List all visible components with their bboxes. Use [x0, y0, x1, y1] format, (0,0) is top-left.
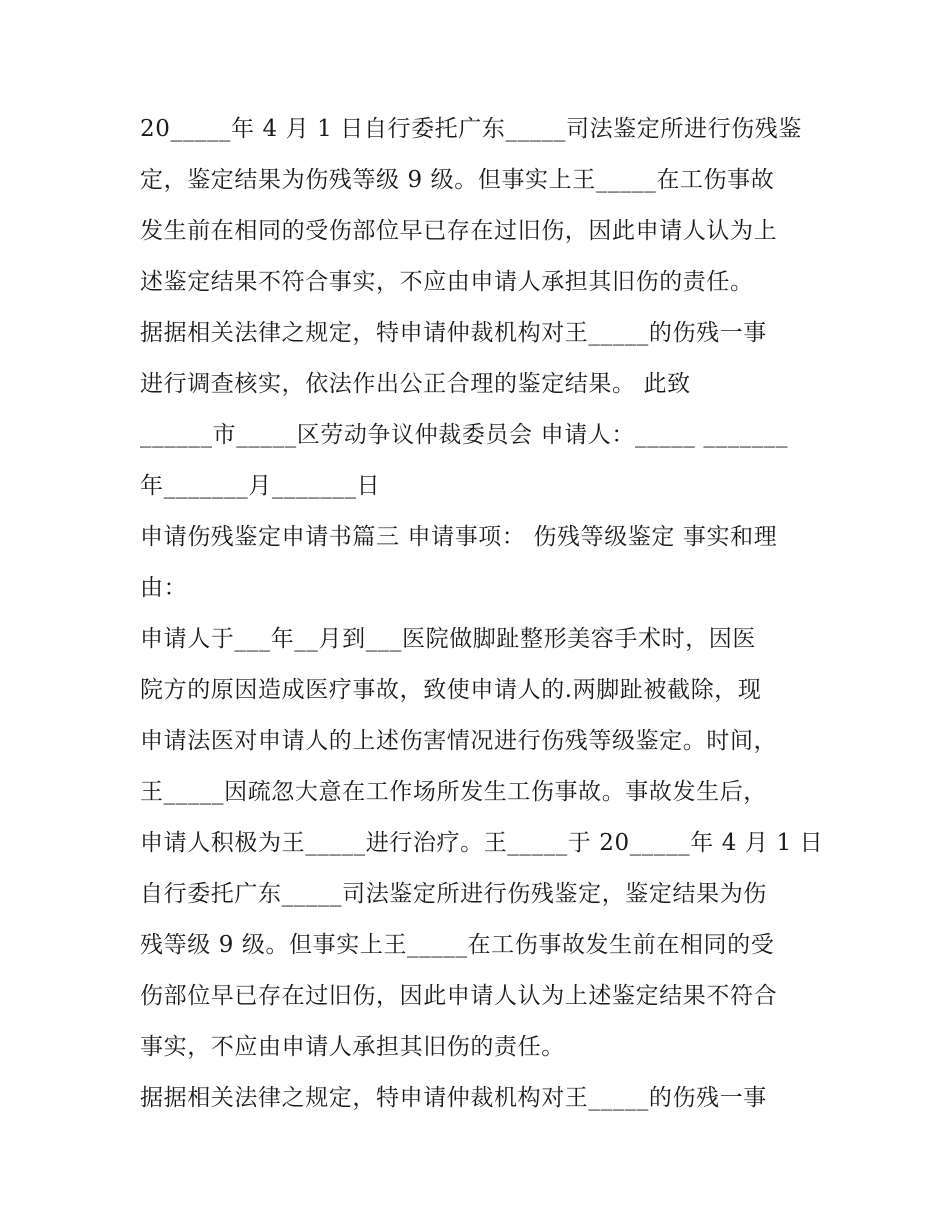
text-line-7: ______市_____区劳动争议仲裁委员会 申请人：_____ _______ [140, 422, 789, 448]
text-line-9: 申请伤残鉴定申请书篇三 申请事项： 伤残等级鉴定 事实和理 [140, 524, 778, 550]
text-line-6: 进行调查核实，依法作出公正合理的鉴定结果。 此致 [140, 371, 691, 397]
text-line-3: 发生前在相同的受伤部位早已存在过旧伤，因此申请人认为上 [140, 218, 778, 244]
text-line-10: 由： [140, 575, 188, 601]
text-line-16: 自行委托广东_____司法鉴定所进行伤残鉴定，鉴定结果为伤 [140, 881, 767, 907]
text-line-14: 王_____因疏忽大意在工作场所发生工伤事故。事故发生后， [140, 779, 767, 805]
text-line-13: 申请法医对申请人的上述伤害情况进行伤残等级鉴定。时间， [140, 728, 778, 754]
text-line-12: 院方的原因造成医疗事故，致使申请人的.两脚趾被截除，现 [140, 677, 762, 703]
text-line-8: 年_______月_______日 [140, 473, 381, 499]
text-line-19: 事实，不应由申请人承担其旧伤的责任。 [140, 1034, 565, 1060]
text-line-15: 申请人积极为王_____进行治疗。王_____于 20_____年 4 月 1 日 [140, 830, 824, 856]
text-line-11: 申请人于___年__月到___医院做脚趾整形美容手术时，因医 [140, 626, 756, 652]
text-line-1: 20_____年 4 月 1 日自行委托广东_____司法鉴定所进行伤残鉴 [140, 116, 802, 142]
text-line-4: 述鉴定结果不符合事实，不应由申请人承担其旧伤的责任。 [140, 269, 754, 295]
text-line-2: 定，鉴定结果为伤残等级 9 级。但事实上王_____在工伤事故 [140, 167, 775, 193]
text-line-5: 据据相关法律之规定，特申请仲裁机构对王_____的伤残一事 [140, 320, 767, 346]
text-line-18: 伤部位早已存在过旧伤，因此申请人认为上述鉴定结果不符合 [140, 983, 778, 1009]
text-line-17: 残等级 9 级。但事实上王_____在工伤事故发生前在相同的受 [140, 932, 775, 958]
text-line-20: 据据相关法律之规定，特申请仲裁机构对王_____的伤残一事 [140, 1085, 767, 1111]
